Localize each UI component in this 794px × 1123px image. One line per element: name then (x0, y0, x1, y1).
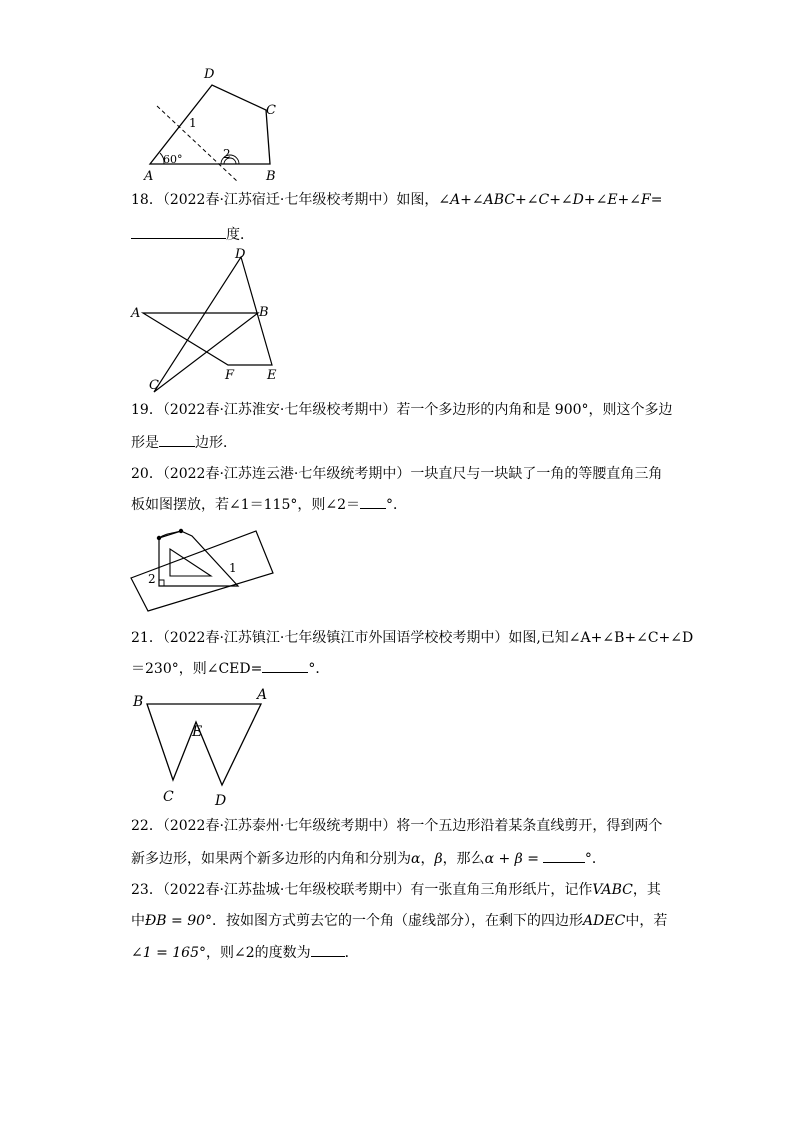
w-shape (147, 704, 261, 785)
label-B: B (259, 305, 269, 320)
answer-blank-18[interactable] (131, 224, 226, 239)
question-22-line2: 新多边形，如果两个新多边形的内角和分别为α，β，那么α + β = °． (131, 848, 606, 869)
label-F: F (225, 368, 235, 383)
dashed-cut-line (157, 106, 238, 182)
question-18-line2: 度． (131, 224, 254, 245)
label-B: B (133, 694, 144, 710)
figure-ruler-triangle (128, 523, 278, 615)
label-D: D (204, 67, 215, 82)
answer-blank-23[interactable] (311, 942, 345, 957)
triangle-board-outer (159, 531, 238, 586)
label-A: A (144, 169, 154, 184)
answer-blank-21[interactable] (262, 658, 308, 673)
answer-blank-20[interactable] (360, 494, 386, 509)
angle-2-label: 2 (223, 147, 231, 161)
figure-pentagon-cut (130, 60, 290, 184)
label-C: C (149, 378, 159, 393)
question-23-line1: 23．（2022春·江苏盐城·七年级校联考期中）有一张直角三角形纸片，记作VABC，其 (131, 882, 661, 898)
label-C: C (266, 103, 276, 118)
label-B: B (266, 169, 276, 184)
answer-blank-19[interactable] (159, 432, 195, 447)
figure-w-shape (130, 682, 275, 807)
ruler-shape (131, 531, 273, 611)
angle-60-label: 60° (163, 153, 183, 166)
angle-1-label: 1 (189, 116, 197, 130)
question-20-line2: 板如图摆放，若∠1＝115°，则∠2＝ °． (131, 494, 407, 515)
question-19-line2: 形是 边形． (131, 432, 237, 453)
question-20-line1: 20．（2022春·江苏连云港·七年级统考期中）一块直尺与一块缺了一角的等腰直角三角 (131, 466, 663, 482)
label-A: A (131, 306, 141, 321)
question-18-line1: 18．（2022春·江苏宿迁·七年级校考期中）如图，∠A+∠ABC+∠C+∠D+∠E+∠F= (131, 192, 663, 208)
label-A: A (257, 687, 268, 703)
label-E: E (267, 368, 277, 383)
q18-angle-expression: ∠A+∠ABC+∠C+∠D+∠E+∠F= (438, 192, 663, 208)
label-D: D (215, 793, 227, 807)
question-23-line3: ∠1 = 165°，则∠2的度数为 ． (131, 942, 359, 963)
star-shape (143, 257, 272, 392)
answer-blank-22[interactable] (543, 848, 585, 863)
question-22-line1: 22．（2022春·江苏泰州·七年级统考期中）将一个五边形沿着某条直线剪开，得到两个 (131, 818, 663, 834)
question-21-line1: 21．（2022春·江苏镇江·七年级镇江市外国语学校校考期中）如图,已知∠A+∠B+∠C+∠D (131, 630, 694, 646)
triangle-board-inner (170, 549, 211, 576)
label-D: D (235, 247, 246, 262)
angle-2-label: 2 (148, 572, 156, 586)
question-21-line2: ＝230°，则∠CED= °． (131, 658, 329, 679)
figure-star-hexagon (128, 243, 288, 393)
label-E: E (192, 724, 203, 740)
question-19-line1: 19．（2022春·江苏淮安·七年级校考期中）若一个多边形的内角和是 900°，则这个多边 (131, 402, 673, 418)
label-C: C (163, 789, 174, 805)
question-23-line2: 中ÐB = 90°．按如图方式剪去它的一个角（虚线部分），在剩下的四边形ADEC中，若 (131, 913, 668, 929)
angle-1-label: 1 (229, 561, 237, 575)
